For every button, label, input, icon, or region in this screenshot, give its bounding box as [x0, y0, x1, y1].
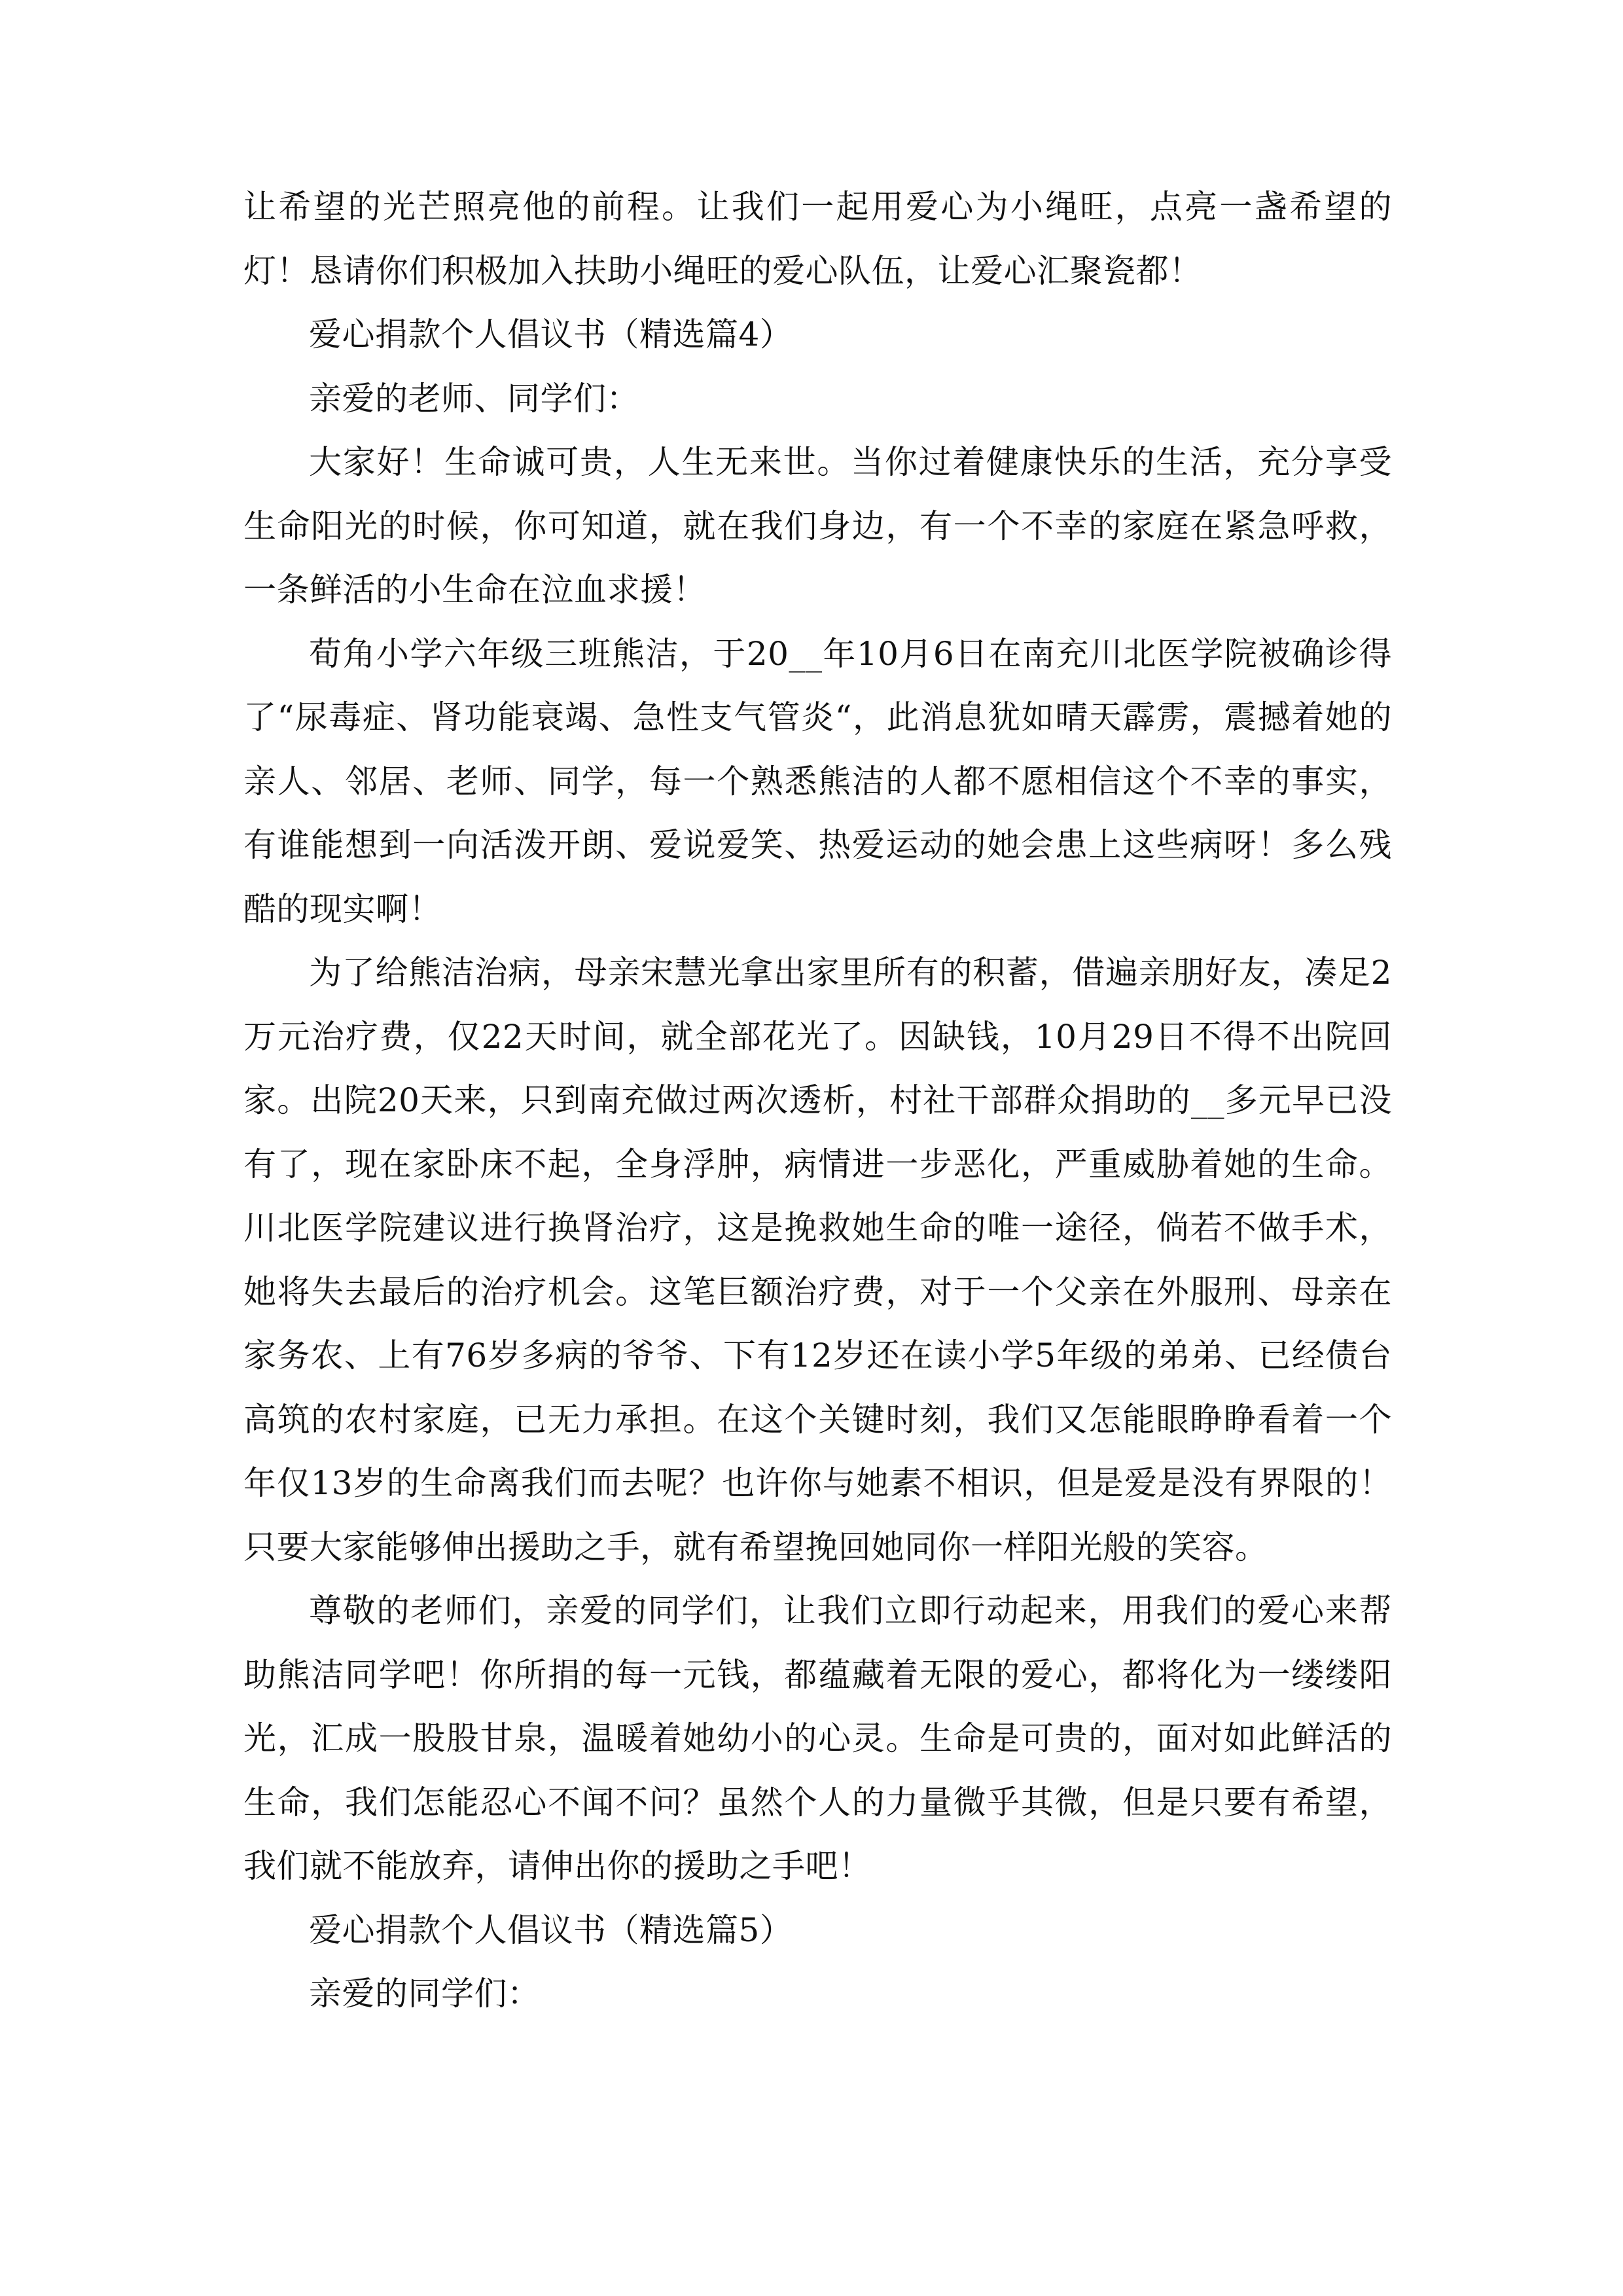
salutation-students: 亲爱的同学们： — [309, 1975, 541, 2013]
section-heading-4: 爱心捐款个人倡议书（精选篇4） — [309, 315, 793, 353]
paragraph-diagnosis: 荀角小学六年级三班熊洁，于20__年10月6日在南充川北医学院被确诊得了“尿毒症、肾功能衰竭、急性支气管炎“，此消息犹如晴天霹雳，震撼着她的亲人、邻居、老师、同学，每一个熟悉熊洁的人都不愿相信这个不幸的事实，有谁能想到一向活泼开朗、爱说爱笑、热爱运动的她会患上这些病呀！多么残酷的现实啊！ — [243, 634, 1392, 928]
paragraph-greeting: 大家好！生命诚可贵，人生无来世。当你过着健康快乐的生活，充分享受生命阳光的时候，你可知道，就在我们身边，有一个不幸的家庭在紧急呼救，一条鲜活的小生命在泣血求援！ — [243, 443, 1392, 609]
paragraph-treatment-costs: 为了给熊洁治病，母亲宋慧光拿出家里所有的积蓄，借遍亲朋好友，凑足2万元治疗费，仅22天时间，就全部花光了。因缺钱，10月29日不得不出院回家。出院20天来，只到南充做过两次透析，村社干部群众捐助的__多元早已没有了，现在家卧床不起，全身浮肿，病情进一步恶化，严重威胁着她的生命。川北医学院建议进行换肾治疗，这是挽救她生命的唯一途径，倘若不做手术，她将失去最后的治疗机会。这笔巨额治疗费，对于一个父亲在外服刑、母亲在家务农、上有76岁多病的爷爷、下有12岁还在读小学5年级的弟弟、已经债台高筑的农村家庭，已无力承担。在这个关键时刻，我们又怎能眼睁睁看着一个年仅13岁的生命离我们而去呢？也许你与她素不相识，但是爱是没有界限的！只要大家能够伸出援助之手，就有希望挽回她同你一样阳光般的笑容。 — [243, 954, 1392, 1566]
paragraph-closing-appeal: 让希望的光芒照亮他的前程。让我们一起用爱心为小绳旺，点亮一盏希望的灯！恳请你们积极加入扶助小绳旺的爱心队伍，让爱心汇聚瓷都！ — [243, 188, 1392, 290]
salutation-teachers-students: 亲爱的老师、同学们： — [309, 379, 639, 418]
document-body — [243, 175, 1392, 2026]
paragraph-call-to-action: 尊敬的老师们，亲爱的同学们，让我们立即行动起来，用我们的爱心来帮助熊洁同学吧！你所捐的每一元钱，都蕴藏着无限的爱心，都将化为一缕缕阳光，汇成一股股甘泉，温暖着她幼小的心灵。生命是可贵的，面对如此鲜活的生命，我们怎能忍心不闻不问？虽然个人的力量微乎其微，但是只要有希望，我们就不能放弃，请伸出你的援助之手吧！ — [243, 1592, 1392, 1885]
section-heading-5: 爱心捐款个人倡议书（精选篇5） — [309, 1910, 793, 1949]
